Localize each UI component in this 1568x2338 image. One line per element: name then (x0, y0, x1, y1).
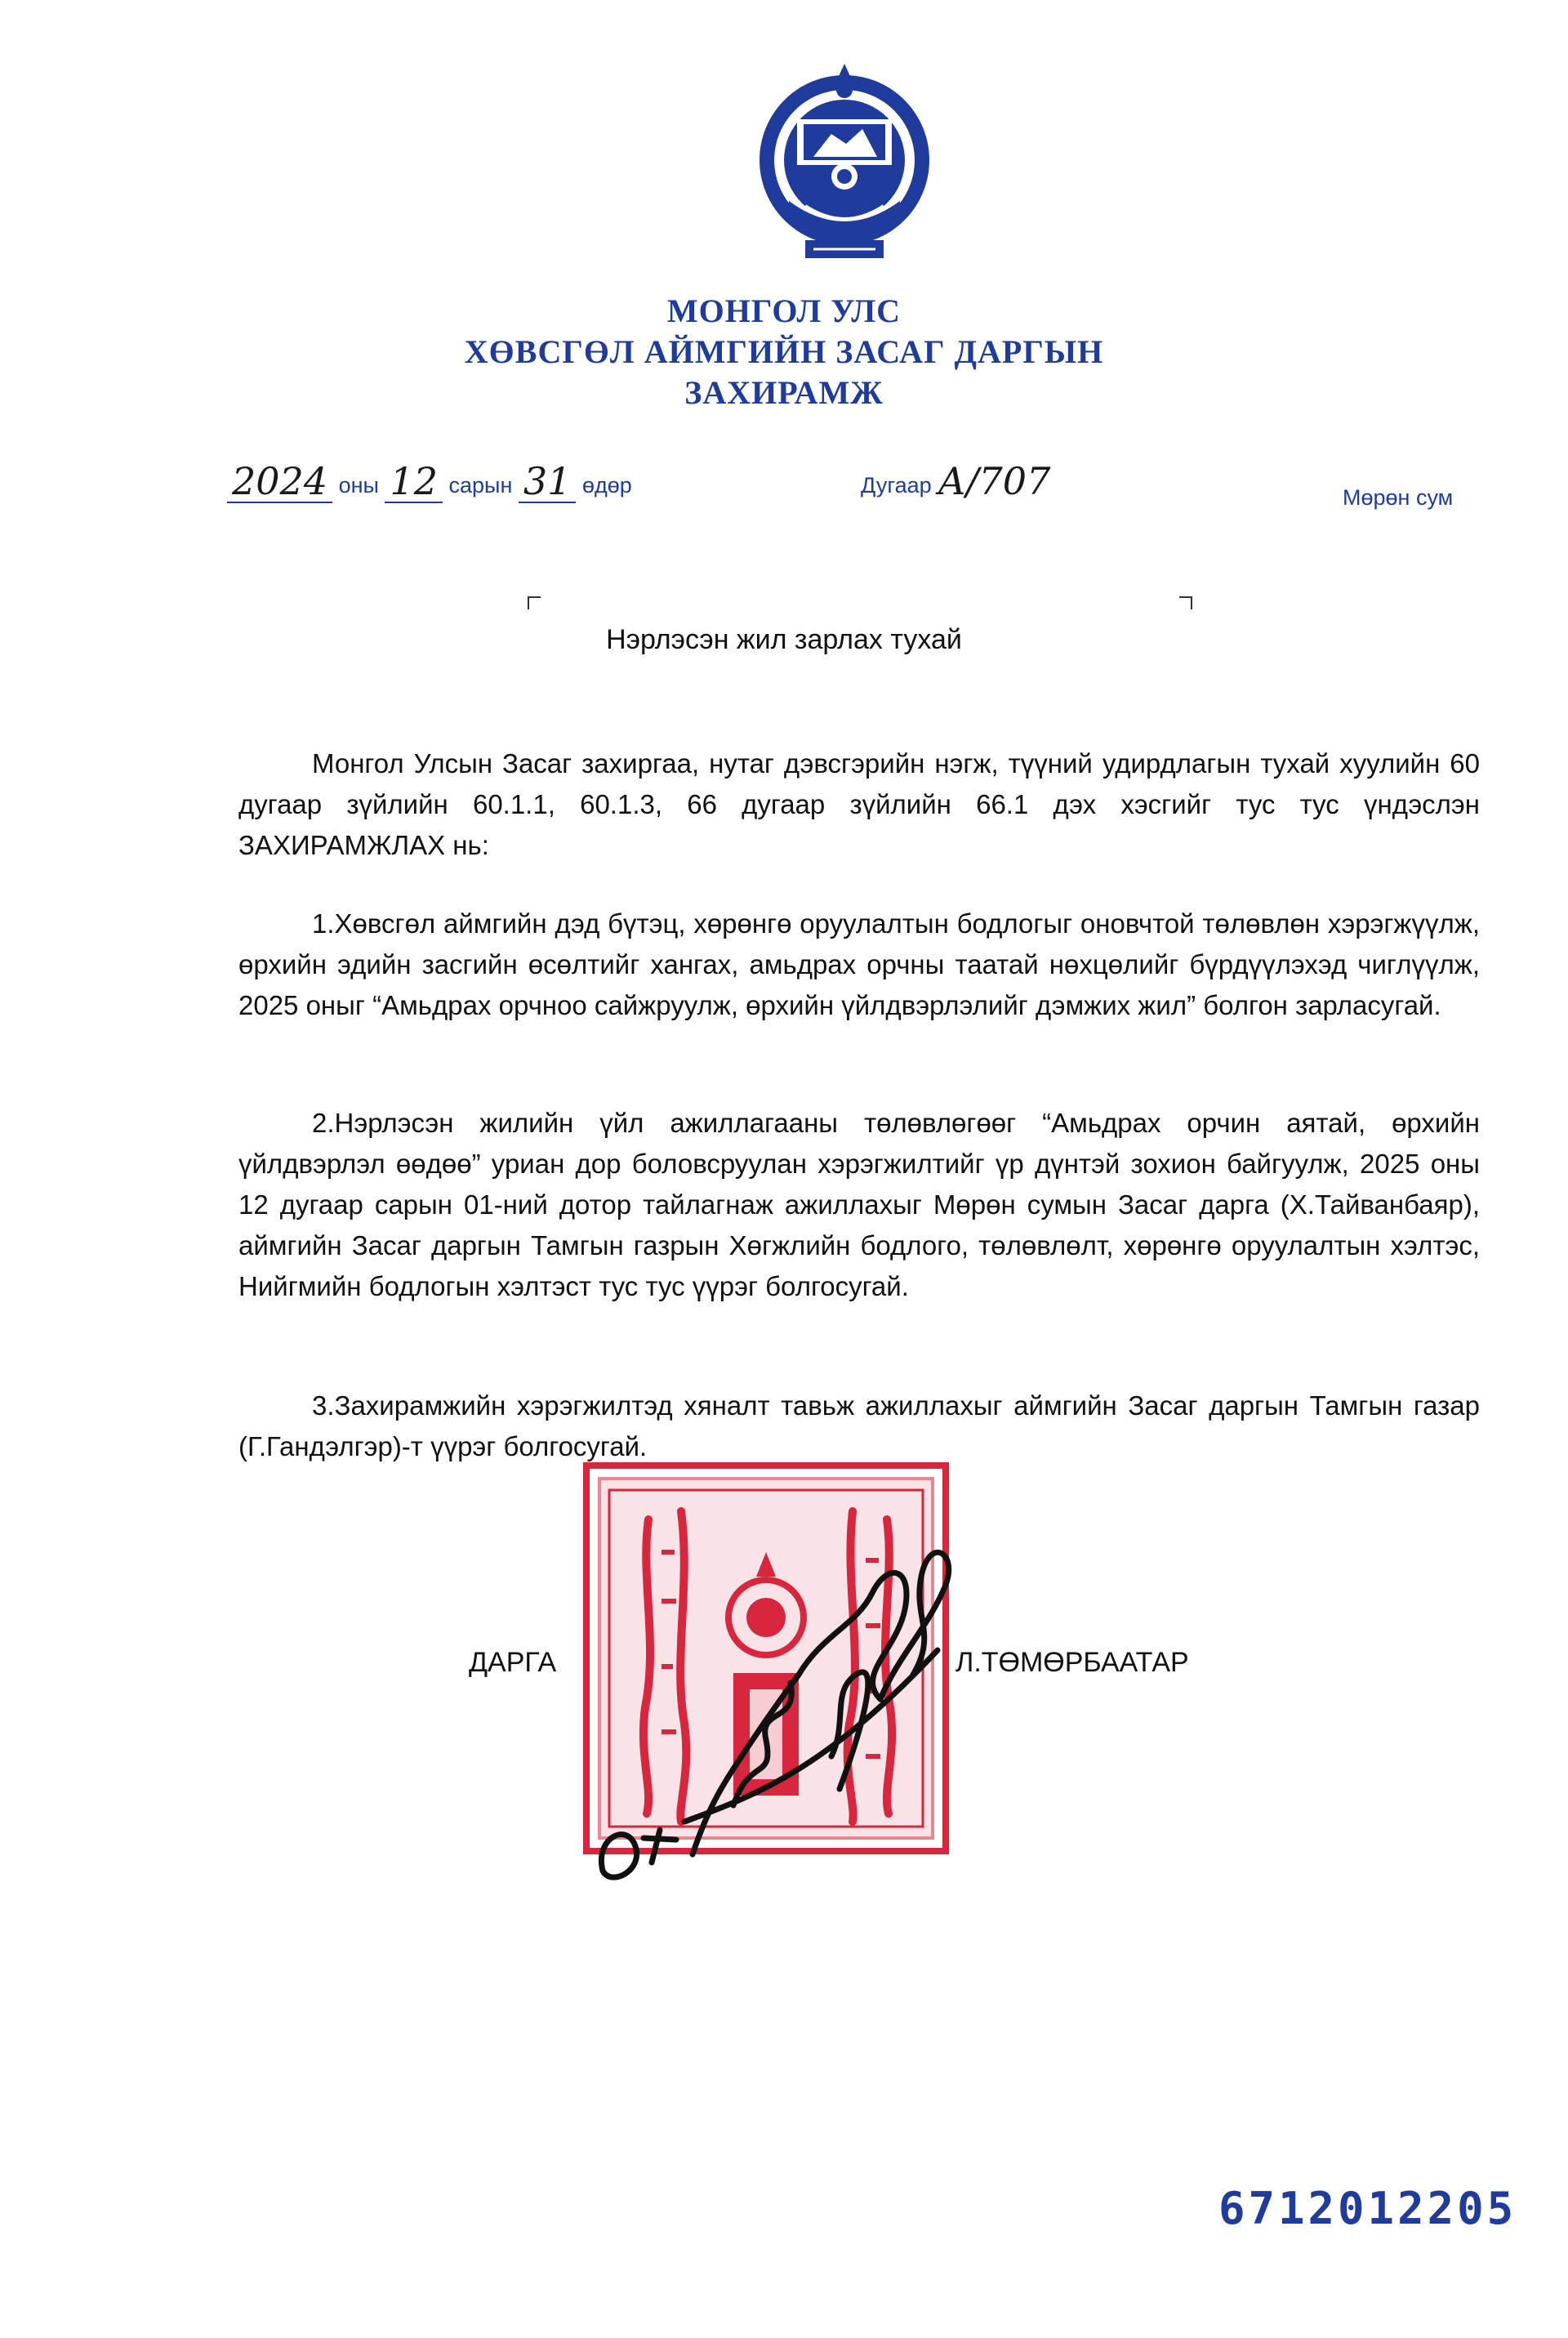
header-country: МОНГОЛ УЛС (666, 292, 902, 329)
date-day-suffix: өдөр (581, 473, 632, 497)
decree-item-3: 3.Захирамжийн хэрэгжилтэд хяналт тавьж ажиллахыг аймгийн Засаг даргын Тамгын газар (Г.Гандэлгэр)-т үүрэг болгосугай. (238, 1390, 1480, 1461)
place: Мөрөн сум (1343, 485, 1454, 510)
preamble-paragraph: Монгол Улсын Засаг захиргаа, нутаг дэвсгэрийн нэгж, түүний удирдлагын тухай хуулийн 60 дугаар зүйлийн 60.1.1, 60.1.3, 66 дугаар зүйлийн 66.1 дэх хэсгийг тус тус үндэслэн ЗАХИРАМЖЛАХ нь: (238, 748, 1480, 860)
serial-number: 6712012205 (1218, 2183, 1517, 2234)
date-month-suffix: сарын (448, 473, 513, 497)
signatory-name: Л.ТӨМӨРБААТАР (956, 1647, 1189, 1678)
date-month: 12 (390, 459, 438, 503)
header-authority: ХӨВСГӨЛ АЙМГИЙН ЗАСАГ ДАРГЫН (464, 333, 1104, 370)
date-year: 2024 (232, 459, 328, 503)
date-line (227, 457, 632, 503)
number-label: Дугаар (861, 473, 932, 497)
subject-corner-left (528, 596, 541, 609)
mongolia-state-emblem-icon (756, 62, 933, 276)
date-year-suffix: оны (338, 473, 379, 497)
decree-item-1: 1.Хөвсгөл аймгийн дэд бүтэц, хөрөнгө оруулалтын бодлогыг оновчтой төлөвлөн хэрэгжүүлж, өрхийн эдийн засгийн өсөлтийг хангах, амьдрах орчны таатай нөхцөлийг бүрдүүлэхэд чиглүүлж, 2025 оныг “Амьдрах орчноо сайжруулж, өрхийн үйлдвэрлэлийг дэмжих жил” болгон зарласугай. (238, 908, 1480, 1020)
decree-item-2: 2.Нэрлэсэн жилийн үйл ажиллагааны төлөвлөгөөг “Амьдрах орчин аятай, өрхийн үйлдвэрлэл өөдөө” уриан дор боловсруулан хэрэгжилтийг үр дүнтэй зохион байгуулж, 2025 оны 12 дугаар сарын 01-ний дотор тайлагнаж ажиллахыг Мөрөн сумын Засаг дарга (Х.Тайванбаяр), аймгийн Засаг даргын Тамгын газрын Хөгжлийн бодлого, төлөвлөлт, хөрөнгө оруулалтын хэлтэс, Нийгмийн бодлогын хэлтэст тус тус үүрэг болгосугай. (238, 1108, 1480, 1301)
signatory-title: ДАРГА (469, 1647, 557, 1678)
header-document-type: ЗАХИРАМЖ (684, 374, 884, 411)
number-line (861, 457, 1050, 502)
subject-title: Нэрлэсэн жил зарлах тухай (606, 624, 962, 655)
handwritten-signature-icon (586, 1511, 970, 1895)
subject-corner-right (1179, 596, 1192, 609)
decree-number: А/707 (938, 459, 1051, 503)
date-day: 31 (523, 459, 572, 503)
